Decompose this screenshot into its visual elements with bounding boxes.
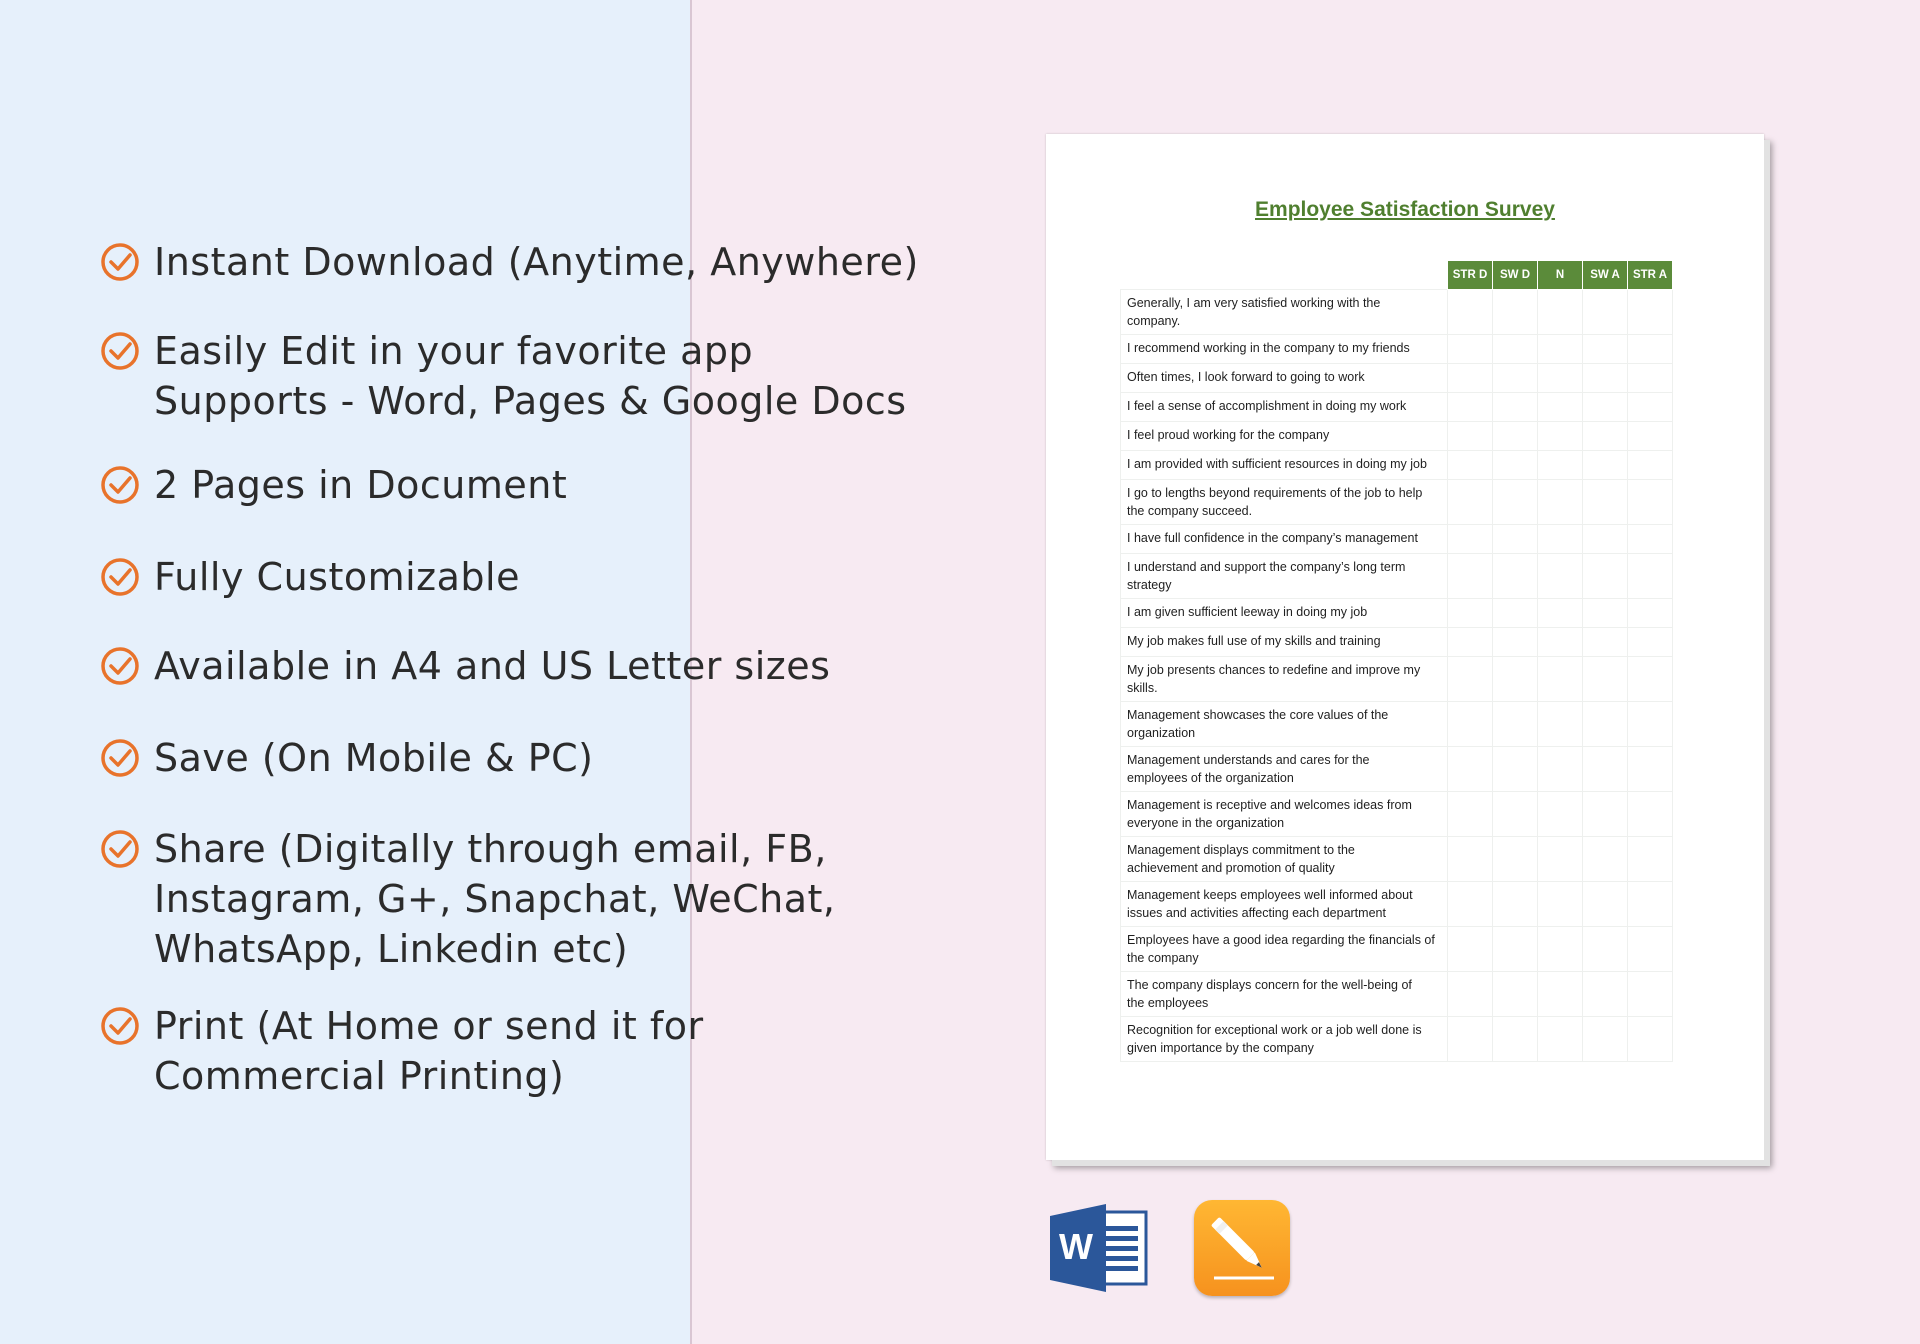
- rating-cell: [1448, 393, 1493, 422]
- check-circle-icon: [100, 1006, 140, 1046]
- rating-cell: [1583, 451, 1628, 480]
- rating-cell: [1538, 335, 1583, 364]
- survey-row: [1121, 393, 1673, 422]
- rating-cell: [1583, 364, 1628, 393]
- survey-question: [1121, 599, 1448, 628]
- survey-row: [1121, 882, 1673, 927]
- rating-cell: [1493, 599, 1538, 628]
- rating-cell: [1493, 451, 1538, 480]
- survey-question-line: Management keeps employees well informed about: [1127, 888, 1413, 902]
- rating-cell: [1538, 702, 1583, 747]
- rating-cell: [1493, 882, 1538, 927]
- rating-cell: [1538, 747, 1583, 792]
- survey-row: [1121, 554, 1673, 599]
- rating-cell: [1628, 792, 1673, 837]
- feature-text: [154, 1001, 704, 1101]
- survey-question-line: Generally, I am very satisfied working with the: [1127, 296, 1381, 310]
- survey-question-line: I recommend working in the company to my friends: [1127, 341, 1410, 355]
- rating-cell: [1538, 1017, 1583, 1062]
- rating-cell: [1538, 628, 1583, 657]
- rating-column-header: SW A: [1583, 261, 1628, 290]
- survey-header-row: [1121, 261, 1673, 290]
- survey-question-line: My job makes full use of my skills and training: [1127, 634, 1381, 648]
- survey-row: [1121, 792, 1673, 837]
- survey-question-line: skills.: [1127, 680, 1158, 695]
- survey-question-line: company.: [1127, 313, 1181, 328]
- feature-line: Instagram, G+, Snapchat, WeChat,: [154, 877, 836, 921]
- survey-question: [1121, 657, 1448, 702]
- rating-cell: [1493, 792, 1538, 837]
- rating-cell: [1628, 554, 1673, 599]
- feature-line: Available in A4 and US Letter sizes: [154, 644, 831, 688]
- rating-cell: [1448, 702, 1493, 747]
- survey-question: [1121, 364, 1448, 393]
- survey-row: [1121, 1017, 1673, 1062]
- survey-question: [1121, 335, 1448, 364]
- rating-cell: [1628, 972, 1673, 1017]
- rating-cell: [1628, 480, 1673, 525]
- survey-question-line: I feel proud working for the company: [1127, 428, 1330, 442]
- rating-cell: [1583, 927, 1628, 972]
- rating-cell: [1448, 972, 1493, 1017]
- rating-cell: [1583, 702, 1628, 747]
- rating-cell: [1538, 480, 1583, 525]
- rating-cell: [1493, 837, 1538, 882]
- rating-cell: [1628, 628, 1673, 657]
- rating-cell: [1628, 393, 1673, 422]
- survey-question-line: Management understands and cares for the: [1127, 753, 1370, 767]
- pages-icon: [1194, 1200, 1290, 1296]
- rating-cell: [1448, 657, 1493, 702]
- rating-cell: [1448, 480, 1493, 525]
- rating-cell: [1448, 599, 1493, 628]
- feature-item: [100, 460, 567, 510]
- check-circle-icon: [100, 557, 140, 597]
- survey-row: [1121, 451, 1673, 480]
- rating-cell: [1538, 290, 1583, 335]
- survey-question-line: I am given sufficient leeway in doing my job: [1127, 605, 1368, 619]
- rating-cell: [1583, 480, 1628, 525]
- rating-cell: [1538, 364, 1583, 393]
- check-circle-icon: [100, 465, 140, 505]
- rating-cell: [1493, 702, 1538, 747]
- survey-row: [1121, 747, 1673, 792]
- rating-cell: [1448, 882, 1493, 927]
- feature-text: [154, 326, 907, 426]
- rating-cell: [1448, 364, 1493, 393]
- rating-cell: [1448, 927, 1493, 972]
- rating-cell: [1493, 1017, 1538, 1062]
- survey-row: [1121, 972, 1673, 1017]
- rating-cell: [1583, 335, 1628, 364]
- rating-cell: [1583, 628, 1628, 657]
- rating-cell: [1583, 290, 1628, 335]
- rating-cell: [1538, 525, 1583, 554]
- feature-line: Commercial Printing): [154, 1054, 565, 1098]
- rating-cell: [1493, 393, 1538, 422]
- survey-question-line: I feel a sense of accomplishment in doing my work: [1127, 399, 1407, 413]
- rating-cell: [1583, 657, 1628, 702]
- rating-cell: [1538, 837, 1583, 882]
- survey-question-line: Management displays commitment to the: [1127, 843, 1355, 857]
- feature-item: [100, 733, 593, 783]
- feature-text: [154, 552, 520, 602]
- survey-row: [1121, 335, 1673, 364]
- check-circle-icon: [100, 738, 140, 778]
- rating-cell: [1628, 599, 1673, 628]
- survey-question: [1121, 792, 1448, 837]
- rating-cell: [1628, 364, 1673, 393]
- rating-cell: [1493, 747, 1538, 792]
- feature-line: Fully Customizable: [154, 555, 520, 599]
- survey-question-line: Management is receptive and welcomes ideas from: [1127, 798, 1412, 812]
- rating-cell: [1448, 747, 1493, 792]
- rating-cell: [1448, 792, 1493, 837]
- rating-cell: [1628, 657, 1673, 702]
- feature-list: [100, 0, 960, 1344]
- survey-question-line: I go to lengths beyond requirements of the job to help: [1127, 486, 1423, 500]
- rating-cell: [1538, 882, 1583, 927]
- survey-row: [1121, 480, 1673, 525]
- check-circle-icon: [100, 829, 140, 869]
- survey-question-line: I am provided with sufficient resources in doing my job: [1127, 457, 1427, 471]
- rating-cell: [1628, 525, 1673, 554]
- app-icons: [1050, 1198, 1300, 1298]
- rating-cell: [1628, 702, 1673, 747]
- rating-cell: [1583, 882, 1628, 927]
- rating-cell: [1538, 657, 1583, 702]
- survey-question-line: the company: [1127, 950, 1199, 965]
- feature-line: Supports - Word, Pages & Google Docs: [154, 379, 907, 423]
- rating-cell: [1538, 554, 1583, 599]
- rating-cell: [1538, 599, 1583, 628]
- feature-item: [100, 824, 835, 974]
- survey-question: [1121, 422, 1448, 451]
- rating-cell: [1493, 364, 1538, 393]
- rating-cell: [1493, 422, 1538, 451]
- rating-cell: [1493, 480, 1538, 525]
- survey-question-line: Employees have a good idea regarding the financials of: [1127, 933, 1435, 947]
- rating-cell: [1493, 290, 1538, 335]
- survey-question-line: the company succeed.: [1127, 503, 1253, 518]
- rating-cell: [1538, 393, 1583, 422]
- survey-question: [1121, 882, 1448, 927]
- survey-question-line: employees of the organization: [1127, 770, 1294, 785]
- survey-question: [1121, 972, 1448, 1017]
- rating-cell: [1628, 290, 1673, 335]
- feature-line: Instant Download (Anytime, Anywhere): [154, 240, 919, 284]
- rating-column-header: SW D: [1493, 261, 1538, 290]
- rating-cell: [1493, 335, 1538, 364]
- pen-icon: [1194, 1200, 1290, 1296]
- rating-cell: [1493, 525, 1538, 554]
- survey-question: [1121, 451, 1448, 480]
- rating-column-header: STR A: [1628, 261, 1673, 290]
- rating-cell: [1448, 290, 1493, 335]
- rating-cell: [1583, 1017, 1628, 1062]
- rating-cell: [1628, 1017, 1673, 1062]
- survey-row: [1121, 364, 1673, 393]
- survey-row: [1121, 422, 1673, 451]
- rating-cell: [1538, 422, 1583, 451]
- check-circle-icon: [100, 646, 140, 686]
- survey-question: [1121, 702, 1448, 747]
- survey-question: [1121, 837, 1448, 882]
- survey-question-line: the employees: [1127, 995, 1209, 1010]
- rating-cell: [1583, 599, 1628, 628]
- rating-cell: [1448, 422, 1493, 451]
- feature-line: 2 Pages in Document: [154, 463, 568, 507]
- feature-item: [100, 552, 520, 602]
- rating-cell: [1448, 335, 1493, 364]
- rating-cell: [1628, 422, 1673, 451]
- rating-cell: [1583, 393, 1628, 422]
- feature-text: [154, 460, 567, 510]
- rating-cell: [1583, 422, 1628, 451]
- survey-row: [1121, 628, 1673, 657]
- survey-question: [1121, 480, 1448, 525]
- feature-line: Print (At Home or send it for: [154, 1004, 704, 1048]
- feature-item: [100, 326, 907, 426]
- survey-question-line: everyone in the organization: [1127, 815, 1285, 830]
- survey-question: [1121, 747, 1448, 792]
- word-icon-letter: W: [1059, 1226, 1093, 1267]
- feature-text: [154, 733, 593, 783]
- document-title: Employee Satisfaction Survey: [1255, 198, 1555, 221]
- rating-cell: [1628, 837, 1673, 882]
- survey-question-line: issues and activities affecting each department: [1127, 905, 1386, 920]
- rating-cell: [1448, 1017, 1493, 1062]
- survey-row: [1121, 927, 1673, 972]
- feature-line: Save (On Mobile & PC): [154, 736, 594, 780]
- survey-row: [1121, 657, 1673, 702]
- feature-text: [154, 641, 830, 691]
- rating-cell: [1583, 525, 1628, 554]
- survey-question-line: given importance by the company: [1127, 1040, 1314, 1055]
- rating-cell: [1448, 554, 1493, 599]
- survey-row: [1121, 837, 1673, 882]
- rating-cell: [1628, 882, 1673, 927]
- survey-row: [1121, 525, 1673, 554]
- feature-line: Easily Edit in your favorite app: [154, 329, 754, 373]
- survey-question-line: I have full confidence in the company’s management: [1127, 531, 1418, 545]
- rating-cell: [1538, 972, 1583, 1017]
- question-column-header: [1121, 261, 1448, 290]
- rating-cell: [1583, 837, 1628, 882]
- survey-question-line: The company displays concern for the well-being of: [1127, 978, 1412, 992]
- survey-question: [1121, 290, 1448, 335]
- survey-question-line: organization: [1127, 725, 1196, 740]
- rating-cell: [1493, 657, 1538, 702]
- rating-column-header: N: [1538, 261, 1583, 290]
- rating-cell: [1493, 628, 1538, 657]
- survey-question-line: Management showcases the core values of the: [1127, 708, 1389, 722]
- rating-cell: [1493, 927, 1538, 972]
- rating-column-header: STR D: [1448, 261, 1493, 290]
- survey-question: [1121, 927, 1448, 972]
- survey-question: [1121, 393, 1448, 422]
- rating-cell: [1538, 451, 1583, 480]
- survey-row: [1121, 599, 1673, 628]
- rating-cell: [1448, 837, 1493, 882]
- rating-cell: [1493, 554, 1538, 599]
- survey-question: [1121, 628, 1448, 657]
- rating-cell: [1628, 927, 1673, 972]
- rating-cell: [1493, 972, 1538, 1017]
- rating-cell: [1583, 554, 1628, 599]
- feature-item: [100, 237, 919, 287]
- survey-question-line: I understand and support the company’s long term: [1127, 560, 1406, 574]
- survey-question-line: My job presents chances to redefine and improve my: [1127, 663, 1421, 677]
- rating-cell: [1583, 747, 1628, 792]
- document-preview: [1046, 134, 1764, 1160]
- survey-table: [1120, 260, 1673, 1062]
- survey-question: [1121, 1017, 1448, 1062]
- rating-cell: [1448, 525, 1493, 554]
- rating-cell: [1628, 451, 1673, 480]
- feature-item: [100, 1001, 704, 1101]
- feature-text: [154, 237, 919, 287]
- survey-question: [1121, 525, 1448, 554]
- rating-cell: [1448, 628, 1493, 657]
- feature-line: WhatsApp, Linkedin etc): [154, 927, 629, 971]
- rating-cell: [1628, 747, 1673, 792]
- word-icon: [1050, 1202, 1148, 1294]
- survey-question-line: Recognition for exceptional work or a job well done is: [1127, 1023, 1422, 1037]
- survey-question-line: strategy: [1127, 577, 1172, 592]
- survey-question-line: achievement and promotion of quality: [1127, 860, 1335, 875]
- survey-row: [1121, 702, 1673, 747]
- rating-cell: [1538, 792, 1583, 837]
- check-circle-icon: [100, 331, 140, 371]
- rating-cell: [1583, 972, 1628, 1017]
- rating-cell: [1448, 451, 1493, 480]
- feature-line: Share (Digitally through email, FB,: [154, 827, 827, 871]
- rating-cell: [1583, 792, 1628, 837]
- survey-question-line: Often times, I look forward to going to work: [1127, 370, 1365, 384]
- survey-row: [1121, 290, 1673, 335]
- check-circle-icon: [100, 242, 140, 282]
- feature-item: [100, 641, 830, 691]
- rating-cell: [1628, 335, 1673, 364]
- rating-cell: [1538, 927, 1583, 972]
- survey-question: [1121, 554, 1448, 599]
- feature-text: [154, 824, 835, 974]
